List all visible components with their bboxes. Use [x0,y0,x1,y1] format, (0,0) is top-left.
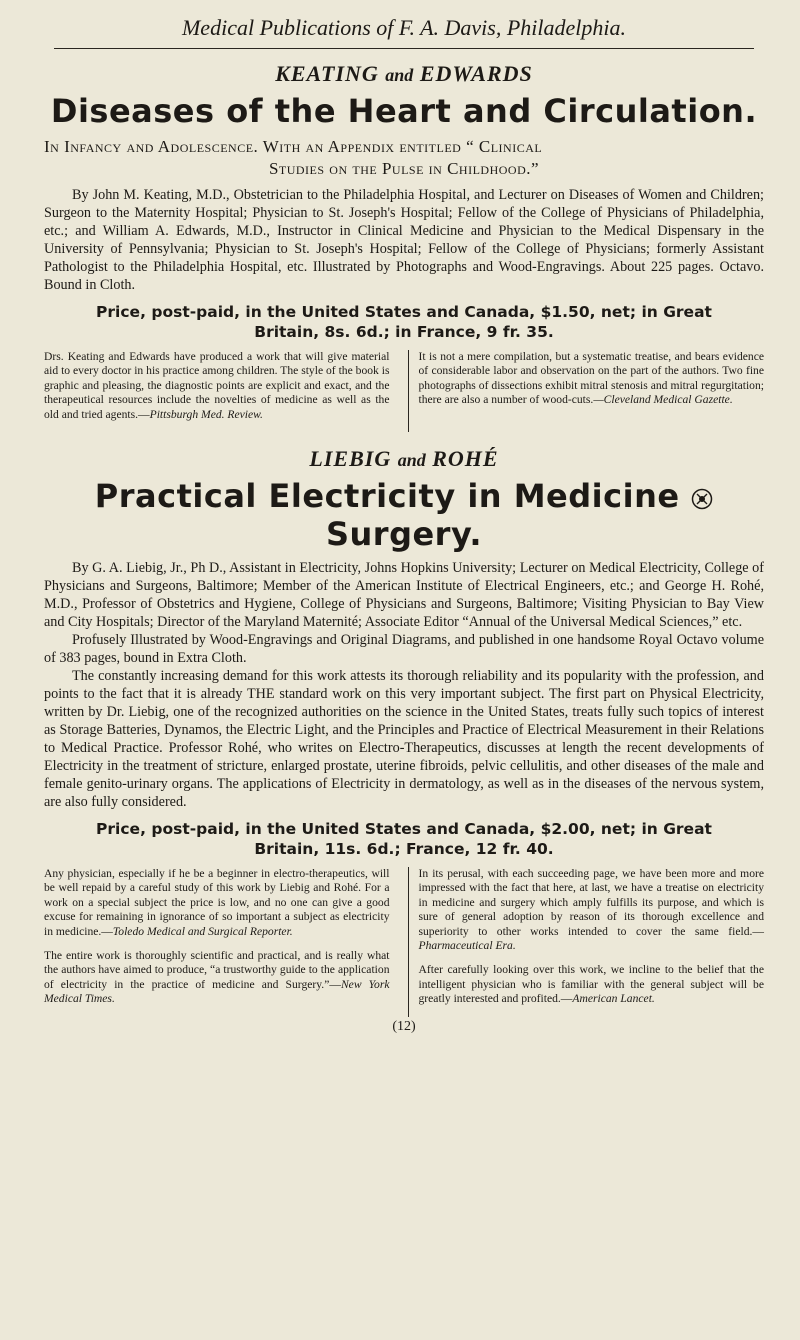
book2-price [44,819,764,859]
catalog-page [44,10,764,1035]
book1-review-left-source: Pittsburgh Med. Review. [149,407,263,421]
ampersand-seal-icon [691,480,713,502]
book2-review-left-2-text: The entire work is thoroughly scientific and practical, and is really what the authors have aimed to produce, “a trustworthy guide to the application of electricity in the practice of medicine and Surgery.”— [44,949,390,991]
header-rule [54,48,754,49]
book2-review-right-2-text: After carefully looking over this work, we incline to the belief that the intelligent physician who is familiar with the general subject will be greatly interested and profited.— [418,963,764,1006]
book2-title-part1: Practical Electricity in Medicine [94,477,680,516]
book2-author-a: LIEBIG [309,446,392,472]
book-entry-liebig-rohe [44,446,764,1017]
book1-subtitle [44,136,764,180]
book2-authors [44,446,764,473]
book2-review-right-1-source: Pharmaceutical Era. [418,939,516,953]
page-number: (12) [392,1018,416,1034]
book2-review-right [408,867,765,1017]
book-entry-keating-edwards [44,61,764,432]
book2-review-right-2-source: American Lancet. [572,992,655,1006]
book1-author-b: EDWARDS [419,61,533,86]
running-head: Medical Publications of F. A. Davis, Philadelphia. [181,15,627,40]
book2-description-illustrations: Profusely Illustrated by Wood-Engravings and Original Diagrams, and published in one handsome Royal Octavo volume of 383 pages, bound in Extra Cloth. [44,632,764,667]
book2-price-line2: Britain, 11s. 6d.; France, 12 fr. 40. [254,840,554,859]
book2-description-summary: The constantly increasing demand for this work attests its thorough reliability and its popularity with the profession, and points to the fact that it is already THE standard work on this very important subject. The first part on Physical Electricity, written by Dr. Liebig, one of the recognized authorities on the science in the United States, treats fully such topics of interest as Storage Batteries, Dynamos, the Electric Light, and the Principles and Practice of Electrical Measurement in their Relations to Medical Practice. Professor Rohé, who writes on Electro-Therapeutics, discusses at length the recent developments of Electricity in the treatment of stricture, enlarged prostate, uterine fibroids, pelvic cellulitis, and other diseases of the male and female genito-urinary organs. The applications of Electricity in dermatology, as well as in the diseases of the nervous system, are also fully considered. [44,668,764,811]
book1-review-right-source: —Cleveland Medical Gazette. [593,393,733,407]
book1-author-a: KEATING [275,61,379,86]
book1-review-right-text: It is not a mere compilation, but a systematic treatise, and bears evidence of considerable labor and observation on the part of the authors. Two fine photographs of dissections exhibit mitral stenosis and mitral regurgitation; there are also a number of wood-cuts. [418,350,764,407]
book2-review-left-1-text: Any physician, especially if he be a beginner in electro-therapeutics, will be well repaid by a careful study of this work by Liebig and Rohé. For a work on a special subject the price is low, and no one can give a good excuse for remaining in ignorance of so important a subject as electricity in medicine.— [44,867,390,938]
book2-review-left-2-source: New York Medical Times. [44,977,390,1006]
book1-authors [44,61,764,88]
book2-review-right-1-text: In its perusal, with each succeeding page, we have been more and more impressed with the fact that here, at last, we have a treatise on electricity in medicine and surgery which amply fulfills its purpose, and which is sure of general adoption by reason of its thorough excellence and superiority to other works intended to cover the same field.— [418,867,764,938]
book1-review-right [408,350,765,432]
book1-authors-and: and [385,65,414,85]
book1-subtitle-line2: Studies on the Pulse in Childhood.” [268,159,540,178]
book1-title: Diseases of the Heart and Circulation. [50,92,758,130]
book1-subtitle-line1: In Infancy and Adolescence. With an Appendix entitled “ Clinical [44,137,543,156]
book1-price [44,302,764,342]
book2-review-left-1-source: Toledo Medical and Surgical Reporter. [112,924,293,938]
book1-price-line1: Price, post-paid, in the United States and Canada, $1.50, net; in Great [96,303,712,321]
book2-authors-and: and [397,450,426,471]
book2-review-left [44,867,390,1017]
book2-price-line1: Price, post-paid, in the United States and Canada, $2.00, net; in Great [96,820,712,839]
book2-author-b: ROHÉ [432,446,499,472]
book1-review-left [44,350,390,432]
book1-description: By John M. Keating, M.D., Obstetrician to the Philadelphia Hospital, and Lecturer on Diseases of Women and Children; Surgeon to the Maternity Hospital; Physician to St. Joseph's Hospital; Fellow of the College of Physicians of Philadelphia, etc.; and William A. Edwards, M.D., Instructor in Clinical Medicine and Physician to the Medical Dispensary in the University of Pennsylvania; Physician to St. Joseph's Hospital; Fellow of the College of Physicians; formerly Assistant Pathologist to the Philadelphia Hospital, etc. Illustrated by Photographs and Wood-Engravings. About 225 pages. Octavo. Bound in Cloth. [44,187,764,293]
book1-price-line2: Britain, 8s. 6d.; in France, 9 fr. 35. [254,323,554,341]
book2-reviews [44,867,764,1017]
book1-reviews [44,350,764,432]
book2-title-part2: Surgery. [325,515,483,554]
book2-title [44,477,764,553]
book1-review-left-text: Drs. Keating and Edwards have produced a work that will give material aid to every doctor in his practice among children. The style of the book is graphic and pleasing, the diagnostic points are explicit and exact, and the therapeutical resources include the novelties of medicine as well as the old and tried agents.— [44,350,390,421]
book2-description-authors: By G. A. Liebig, Jr., Ph D., Assistant in Electricity, Johns Hopkins University; Lecturer on Medical Electricity, College of Physicians and Surgeons, Baltimore; Member of the American Institute of Electrical Engineers, etc.; and George H. Rohé, M.D., Professor of Obstetrics and Hygiene, College of Physicians and Surgeons, Baltimore; Visiting Physician to Bay View and City Hospitals; Director of the Maryland Maternité; Associate Editor “Annual of the Universal Medical Sciences,” etc. [44,560,764,631]
